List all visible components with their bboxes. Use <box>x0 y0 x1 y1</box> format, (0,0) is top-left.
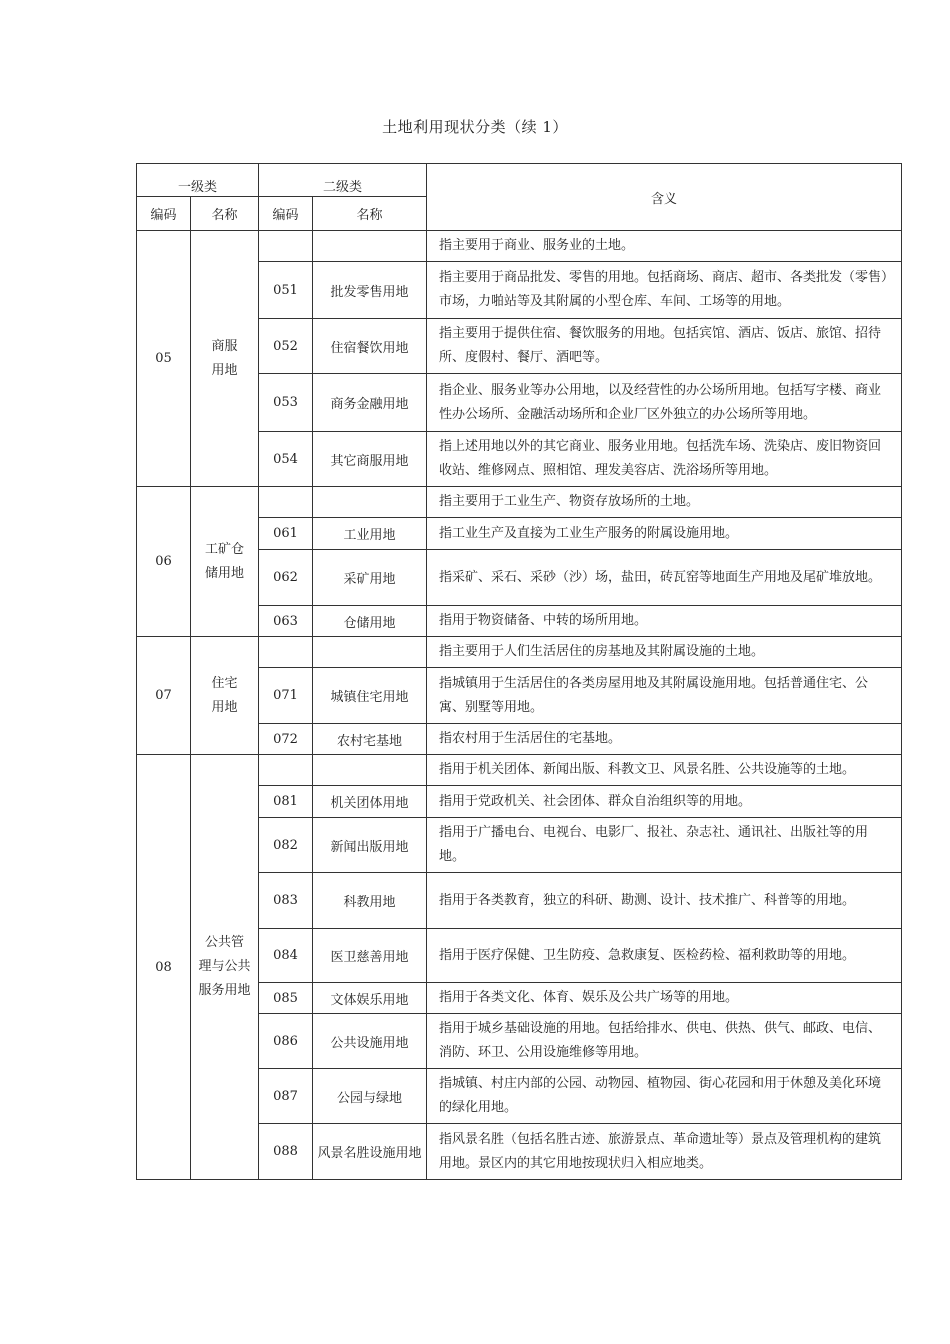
level2-name: 公园与绿地 <box>313 1069 427 1124</box>
header-level1-name: 名称 <box>191 197 259 231</box>
level1-name-line: 用地 <box>211 699 238 715</box>
level1-name <box>191 231 259 487</box>
level2-code: 088 <box>259 1124 313 1180</box>
level1-name-line: 住宅 <box>211 675 238 691</box>
level1-code: 05 <box>137 231 191 487</box>
level2-name: 新闻出版用地 <box>313 818 427 873</box>
level1-name <box>191 487 259 637</box>
level2-name: 城镇住宅用地 <box>313 668 427 724</box>
level2-name: 批发零售用地 <box>313 262 427 319</box>
level1-code: 07 <box>137 637 191 755</box>
level2-name: 采矿用地 <box>313 550 427 606</box>
header-level1-code: 编码 <box>137 197 191 231</box>
definition: 指用于机关团体、新闻出版、科教文卫、风景名胜、公共设施等的土地。 <box>427 755 902 786</box>
level2-name: 仓储用地 <box>313 606 427 637</box>
header-level1: 一级类 <box>137 164 259 197</box>
level2-code: 054 <box>259 432 313 487</box>
level2-code: 061 <box>259 518 313 550</box>
level1-name-line: 服务用地 <box>198 983 251 998</box>
level1-name-line: 公共管 <box>205 935 245 950</box>
level1-name-line: 工矿仓 <box>205 541 245 557</box>
level2-name: 住宿餐饮用地 <box>313 319 427 374</box>
level2-name <box>313 231 427 262</box>
level2-name: 机关团体用地 <box>313 786 427 818</box>
definition: 指上述用地以外的其它商业、服务业用地。包括洗车场、洗染店、废旧物资回收站、维修网点、照相馆、理发美容店、洗浴场所等用地。 <box>427 432 902 487</box>
definition: 指主要用于提供住宿、餐饮服务的用地。包括宾馆、酒店、饭店、旅馆、招待所、度假村、餐厅、酒吧等。 <box>427 319 902 374</box>
level2-name: 科教用地 <box>313 873 427 929</box>
definition: 指用于物资储备、中转的场所用地。 <box>427 606 902 637</box>
land-use-classification-table <box>136 163 902 1180</box>
definition: 指工业生产及直接为工业生产服务的附属设施用地。 <box>427 518 902 550</box>
definition: 指主要用于商品批发、零售的用地。包括商场、商店、超市、各类批发（零售）市场，力啪站等及其附属的小型仓库、车间、工场等的用地。 <box>427 262 902 319</box>
definition: 指企业、服务业等办公用地，以及经营性的办公场所用地。包括写字楼、商业性办公场所、金融活动场所和企业厂区外独立的办公场所等用地。 <box>427 374 902 432</box>
level1-name-line: 用地 <box>211 362 238 378</box>
level2-name: 工业用地 <box>313 518 427 550</box>
level2-code: 062 <box>259 550 313 606</box>
header-level2-name: 名称 <box>313 197 427 231</box>
level2-code: 085 <box>259 983 313 1014</box>
definition: 指用于广播电台、电视台、电影厂、报社、杂志社、通讯社、出版社等的用地。 <box>427 818 902 873</box>
table-row <box>137 487 902 518</box>
level2-name <box>313 755 427 786</box>
level2-code: 086 <box>259 1014 313 1069</box>
level2-code <box>259 487 313 518</box>
table-row <box>137 755 902 786</box>
level2-code: 072 <box>259 724 313 755</box>
level2-name: 其它商服用地 <box>313 432 427 487</box>
definition: 指用于各类文化、体育、娱乐及公共广场等的用地。 <box>427 983 902 1014</box>
level2-code <box>259 231 313 262</box>
level2-name: 医卫慈善用地 <box>313 929 427 983</box>
level2-code: 081 <box>259 786 313 818</box>
level2-code: 087 <box>259 1069 313 1124</box>
definition: 指城镇用于生活居住的各类房屋用地及其附属设施用地。包括普通住宅、公寓、别墅等用地。 <box>427 668 902 724</box>
level2-name <box>313 637 427 668</box>
level2-name: 商务金融用地 <box>313 374 427 432</box>
definition: 指用于各类教育，独立的科研、勘测、设计、技术推广、科普等的用地。 <box>427 873 902 929</box>
definition: 指主要用于工业生产、物资存放场所的土地。 <box>427 487 902 518</box>
definition: 指城镇、村庄内部的公园、动物园、植物园、街心花园和用于休憩及美化环境的绿化用地。 <box>427 1069 902 1124</box>
level2-code <box>259 755 313 786</box>
level2-name <box>313 487 427 518</box>
page-title: 土地利用现状分类（续 1） <box>382 118 568 136</box>
header-level2: 二级类 <box>259 164 427 197</box>
level2-code: 083 <box>259 873 313 929</box>
definition: 指用于城乡基础设施的用地。包括给排水、供电、供热、供气、邮政、电信、消防、环卫、公用设施维修等用地。 <box>427 1014 902 1069</box>
level2-code <box>259 637 313 668</box>
table-row <box>137 637 902 668</box>
level1-code: 08 <box>137 755 191 1180</box>
level2-name: 风景名胜设施用地 <box>313 1124 427 1180</box>
level1-name-line: 储用地 <box>205 565 245 581</box>
definition: 指主要用于商业、服务业的土地。 <box>427 231 902 262</box>
level2-code: 082 <box>259 818 313 873</box>
header-level2-code: 编码 <box>259 197 313 231</box>
header-meaning: 含义 <box>427 164 902 231</box>
level2-code: 084 <box>259 929 313 983</box>
level2-code: 053 <box>259 374 313 432</box>
level2-name: 文体娱乐用地 <box>313 983 427 1014</box>
level2-code: 052 <box>259 319 313 374</box>
definition: 指风景名胜（包括名胜古迹、旅游景点、革命遗址等）景点及管理机构的建筑用地。景区内的其它用地按现状归入相应地类。 <box>427 1124 902 1180</box>
definition: 指主要用于人们生活居住的房基地及其附属设施的土地。 <box>427 637 902 668</box>
definition: 指用于医疗保健、卫生防疫、急救康复、医检药检、福利救助等的用地。 <box>427 929 902 983</box>
table-row <box>137 231 902 262</box>
level1-name <box>191 755 259 1180</box>
level2-code: 051 <box>259 262 313 319</box>
definition: 指农村用于生活居住的宅基地。 <box>427 724 902 755</box>
definition: 指采矿、采石、采砂（沙）场，盐田，砖瓦窑等地面生产用地及尾矿堆放地。 <box>427 550 902 606</box>
level2-code: 071 <box>259 668 313 724</box>
level2-name: 农村宅基地 <box>313 724 427 755</box>
level1-name-line: 商服 <box>211 338 238 354</box>
level2-code: 063 <box>259 606 313 637</box>
level1-name <box>191 637 259 755</box>
definition: 指用于党政机关、社会团体、群众自治组织等的用地。 <box>427 786 902 818</box>
level2-name: 公共设施用地 <box>313 1014 427 1069</box>
level1-name-line: 理与公共 <box>198 959 251 974</box>
level1-code: 06 <box>137 487 191 637</box>
